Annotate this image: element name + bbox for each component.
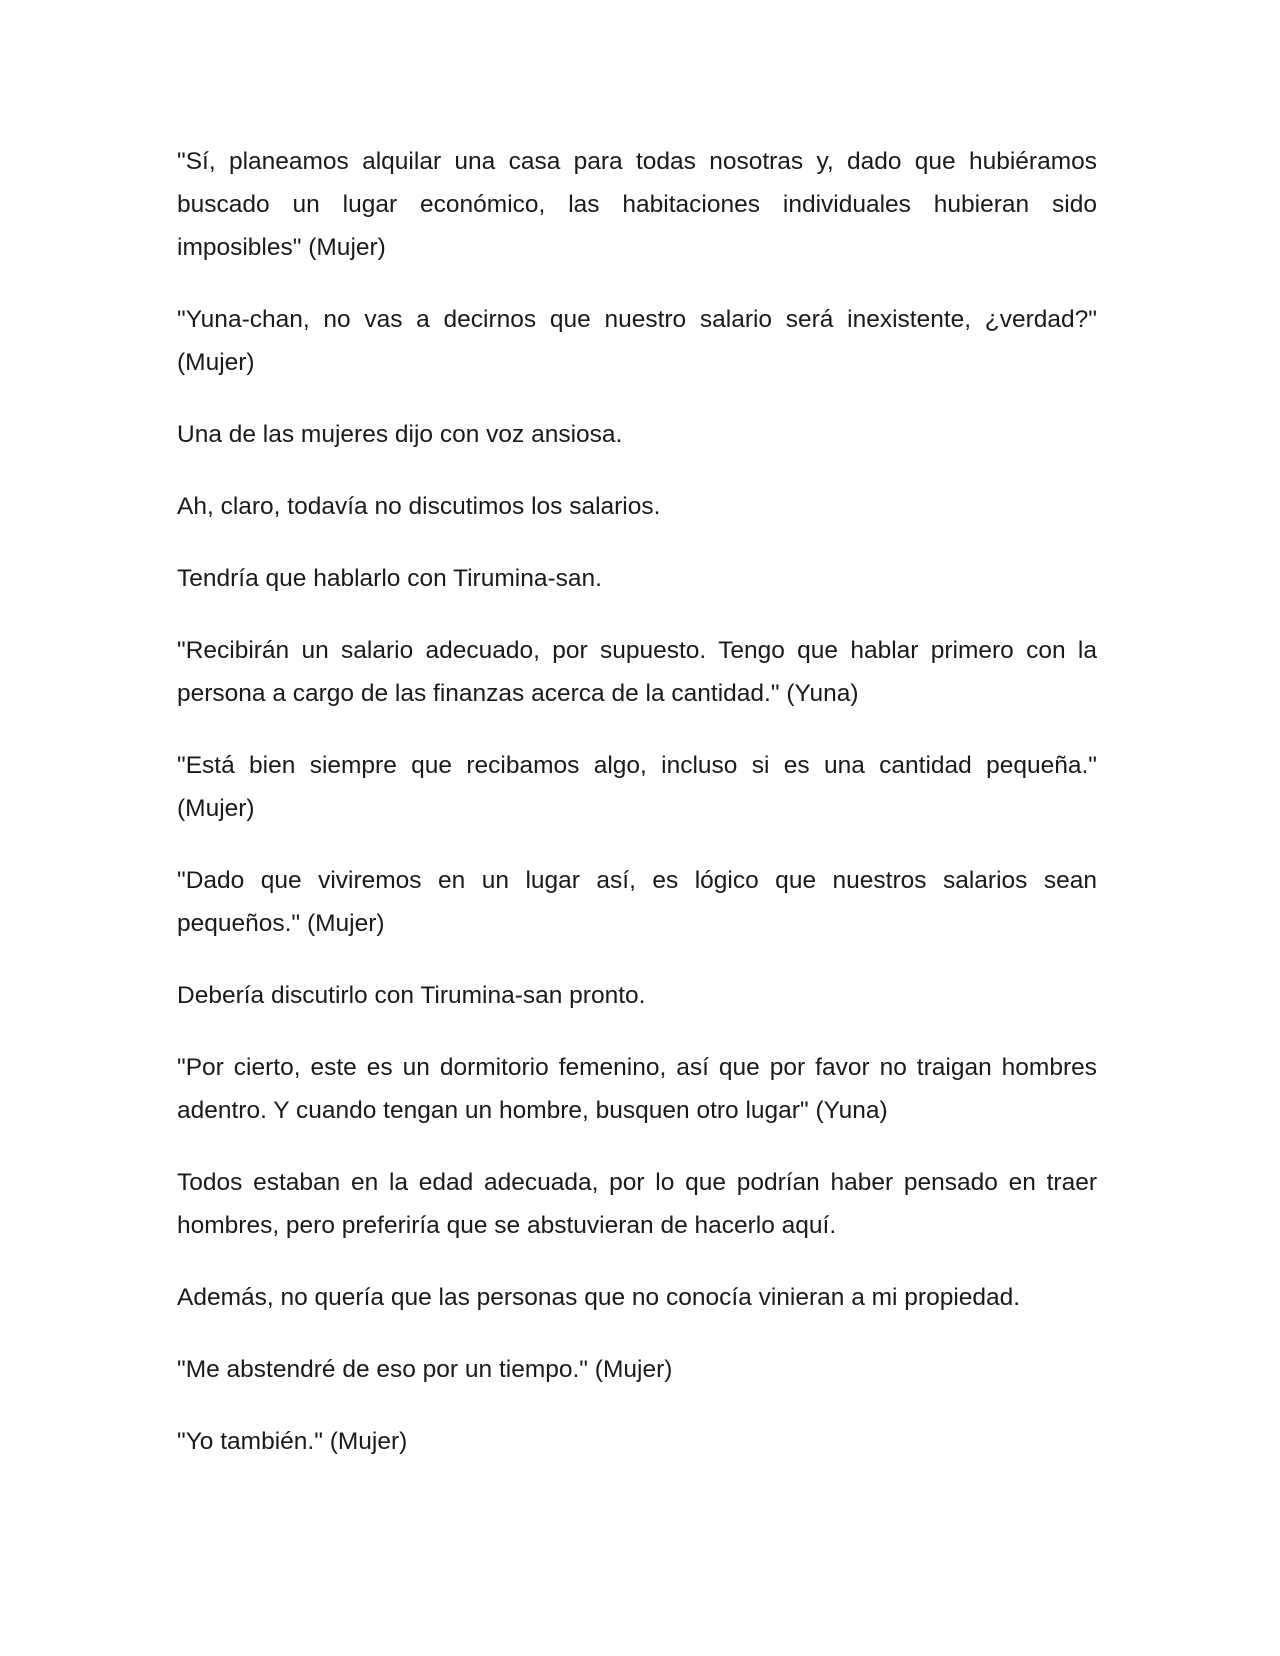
paragraph: Una de las mujeres dijo con voz ansiosa. bbox=[177, 421, 623, 448]
paragraph: Debería discutirlo con Tirumina-san pronto. bbox=[177, 982, 646, 1009]
paragraph: "Yo también." (Mujer) bbox=[177, 1428, 408, 1455]
paragraph: Todos estaban en la edad adecuada, por lo que podrían haber pensado en traer hombres, pero preferiría que se abstuvieran de hacerlo aquí. bbox=[177, 1169, 1097, 1239]
paragraph: Ah, claro, todavía no discutimos los salarios. bbox=[177, 493, 661, 520]
paragraph: "Me abstendré de eso por un tiempo." (Mujer) bbox=[177, 1356, 673, 1383]
paragraph: "Recibirán un salario adecuado, por supuesto. Tengo que hablar primero con la persona a cargo de las finanzas acerca de la cantidad." (Yuna) bbox=[177, 637, 1097, 707]
document-body bbox=[177, 140, 1097, 1463]
paragraph: "Por cierto, este es un dormitorio femenino, así que por favor no traigan hombres adentro. Y cuando tengan un hombre, busquen otro lugar" (Yuna) bbox=[177, 1054, 1097, 1124]
paragraph: "Dado que viviremos en un lugar así, es lógico que nuestros salarios sean pequeños." (Mujer) bbox=[177, 867, 1097, 937]
paragraph: "Yuna-chan, no vas a decirnos que nuestro salario será inexistente, ¿verdad?" (Mujer) bbox=[177, 306, 1097, 376]
paragraph: Tendría que hablarlo con Tirumina-san. bbox=[177, 565, 602, 592]
paragraph: "Está bien siempre que recibamos algo, incluso si es una cantidad pequeña." (Mujer) bbox=[177, 752, 1097, 822]
paragraph: Además, no quería que las personas que no conocía vinieran a mi propiedad. bbox=[177, 1284, 1021, 1311]
paragraph: "Sí, planeamos alquilar una casa para todas nosotras y, dado que hubiéramos buscado un lugar económico, las habitaciones individuales hubieran sido imposibles" (Mujer) bbox=[177, 148, 1097, 261]
